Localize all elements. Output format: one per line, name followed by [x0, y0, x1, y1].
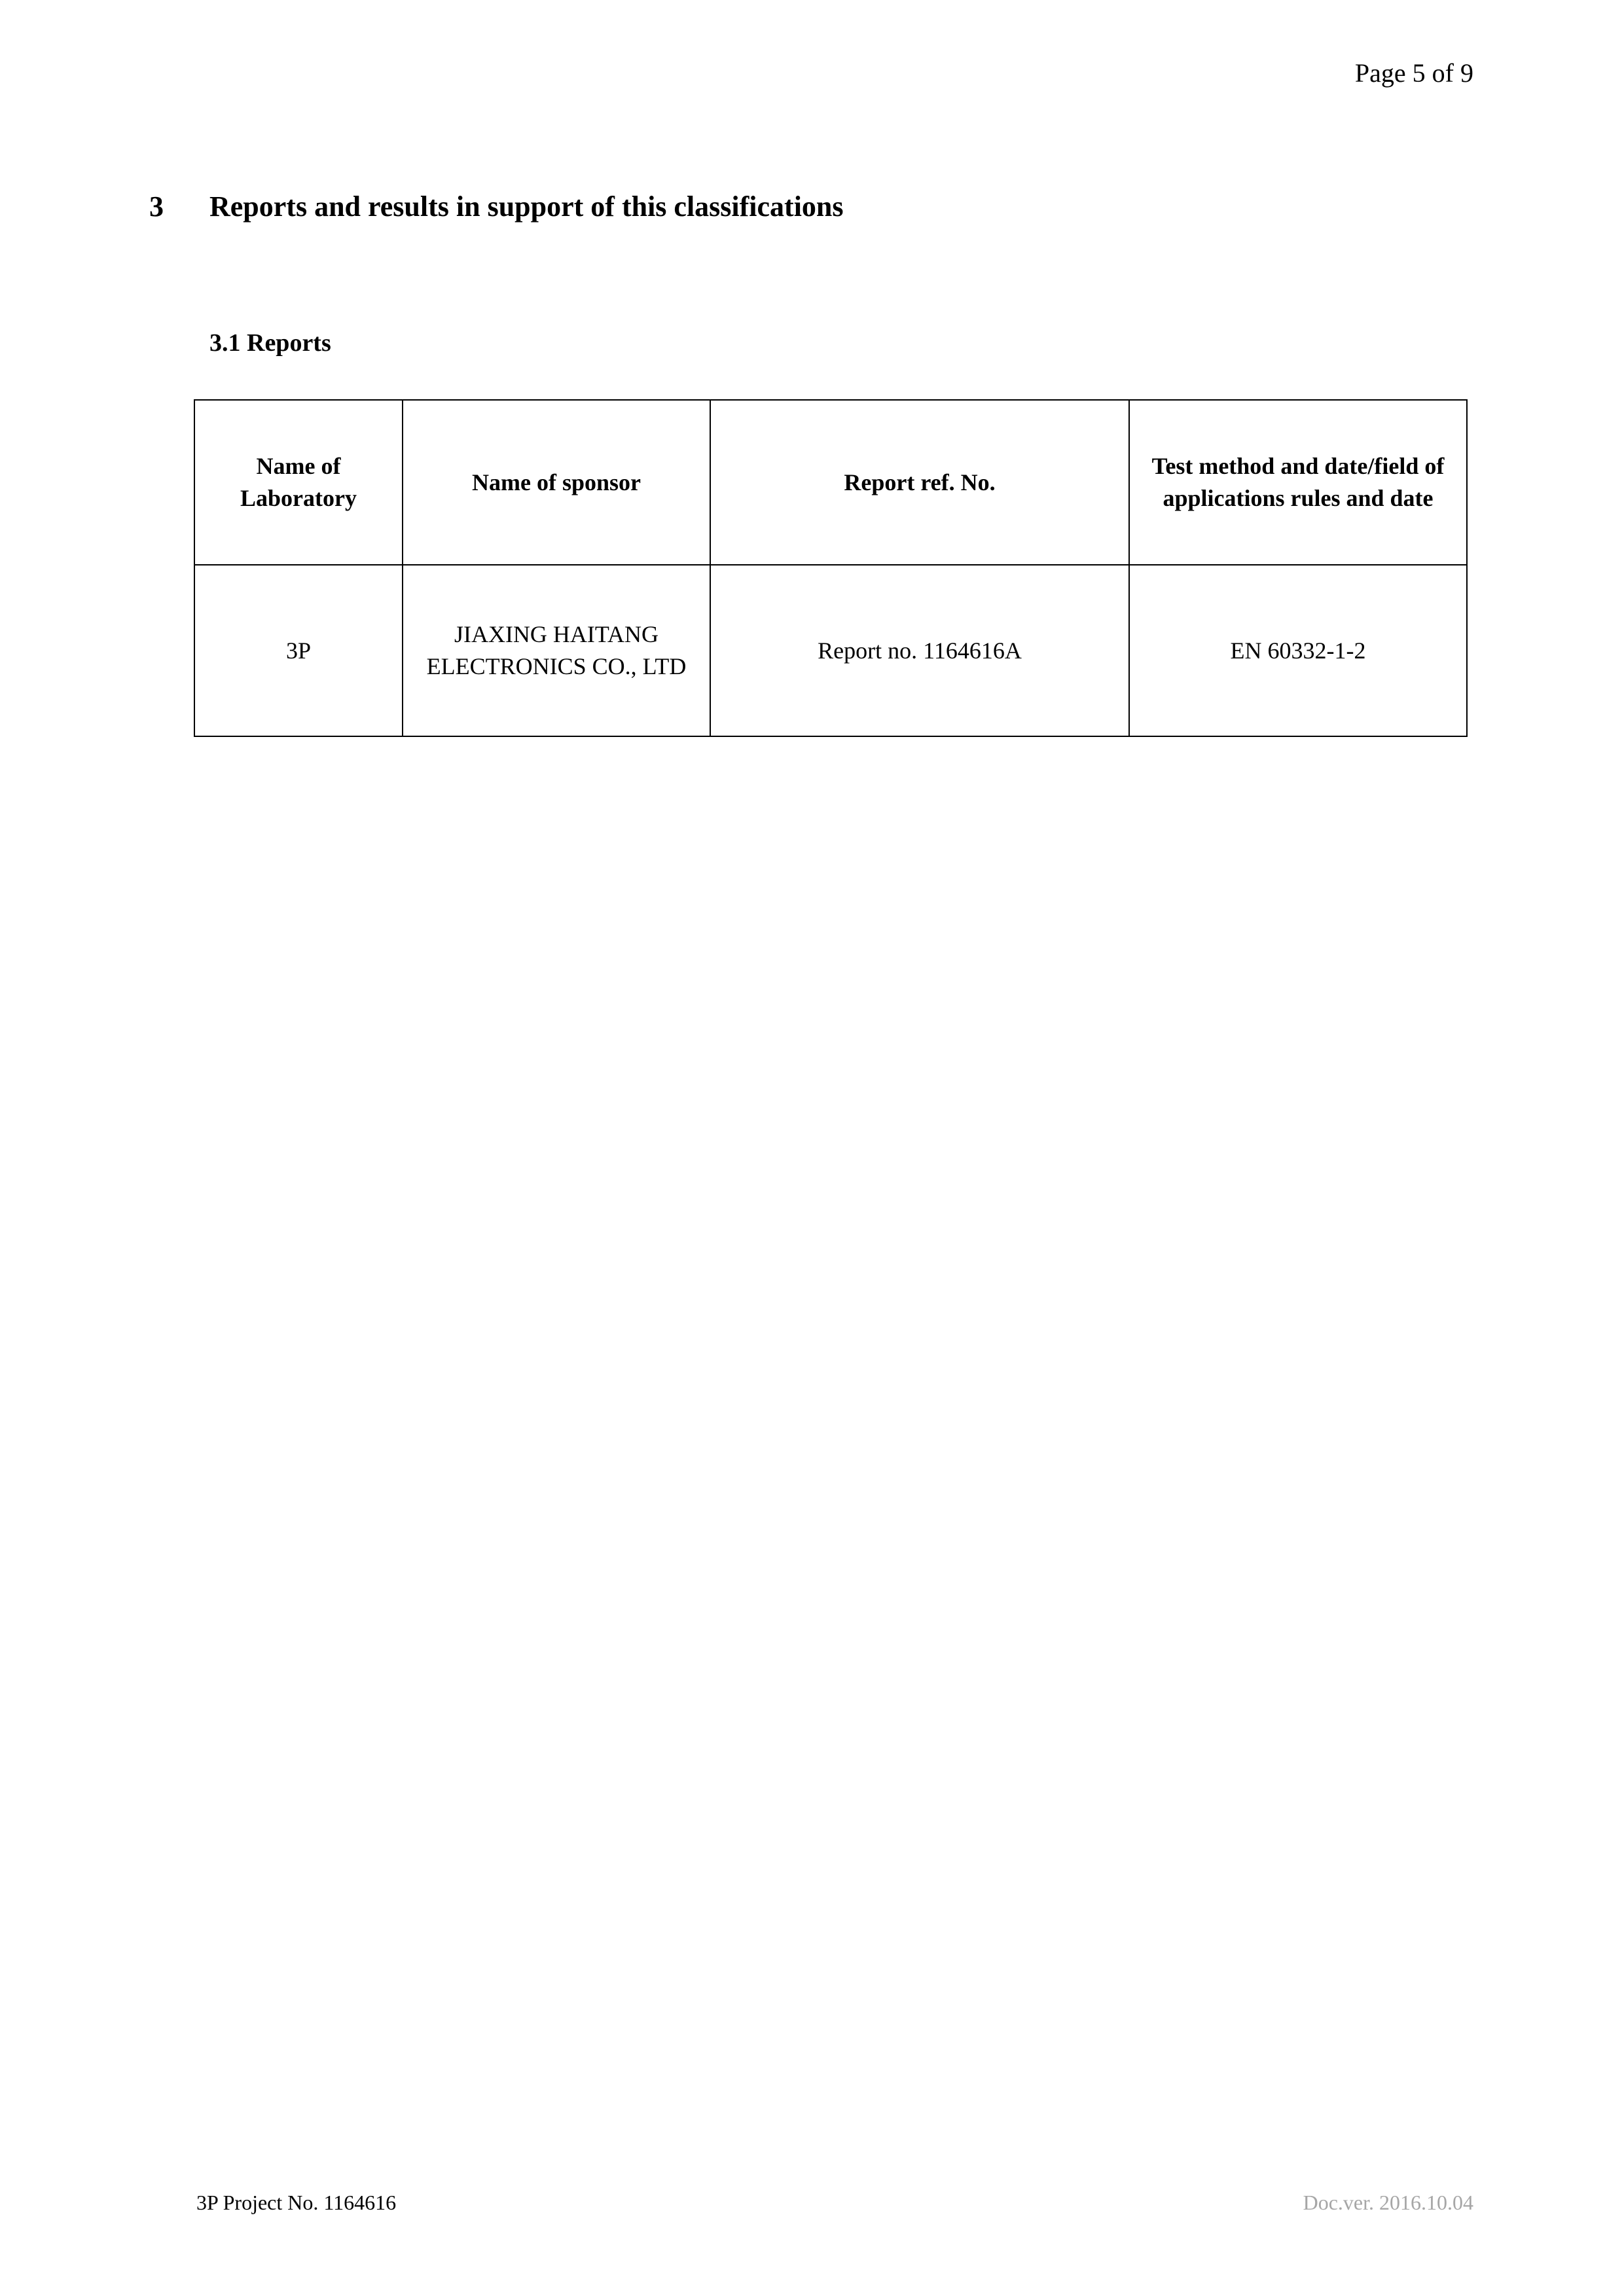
section-number: 3 — [149, 190, 164, 223]
cell-test-method: EN 60332-1-2 — [1129, 565, 1467, 736]
reports-table — [194, 399, 1468, 737]
page-number: Page 5 of 9 — [1354, 58, 1473, 88]
cell-report-ref: Report no. 1164616A — [710, 565, 1129, 736]
cell-laboratory: 3P — [194, 565, 403, 736]
section-title: Reports and results in support of this classifications — [209, 190, 844, 223]
section-heading — [149, 190, 1473, 223]
reports-table-container — [194, 399, 1466, 737]
column-header-report-ref: Report ref. No. — [710, 400, 1129, 565]
table-header-row — [194, 400, 1467, 565]
subsection-heading: 3.1 Reports — [209, 329, 331, 357]
cell-sponsor: JIAXING HAITANG ELECTRONICS CO., LTD — [403, 565, 710, 736]
column-header-sponsor: Name of sponsor — [403, 400, 710, 565]
footer-project-number: 3P Project No. 1164616 — [196, 2191, 397, 2214]
footer-doc-version: Doc.ver. 2016.10.04 — [1303, 2191, 1473, 2214]
table-row — [194, 565, 1467, 736]
column-header-laboratory: Name of Laboratory — [194, 400, 403, 565]
page-footer — [196, 2191, 1473, 2215]
column-header-test-method: Test method and date/field of applications rules and date — [1129, 400, 1467, 565]
